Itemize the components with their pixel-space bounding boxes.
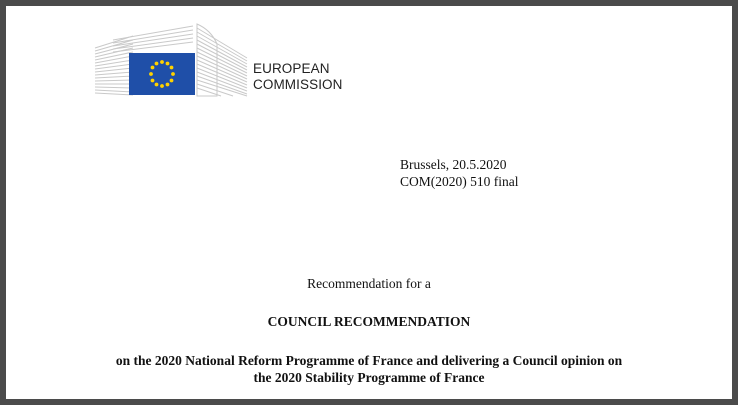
document-intro: Recommendation for a [307,276,431,291]
document-subject [6,352,732,386]
org-name-line2: COMMISSION [253,77,343,92]
document-type-title: COUNCIL RECOMMENDATION [267,314,471,329]
subject-line2: the 2020 Stability Programme of France [253,370,485,385]
document-meta [400,156,519,190]
european-commission-logo-icon [93,18,253,98]
place-date: Brussels, 20.5.2020 [400,157,507,172]
organization-name [253,61,343,93]
subject-line1: on the 2020 National Reform Programme of France and delivering a Council opinion on [115,353,623,368]
document-reference: COM(2020) 510 final [400,174,519,189]
org-name-line1: EUROPEAN [253,61,330,76]
